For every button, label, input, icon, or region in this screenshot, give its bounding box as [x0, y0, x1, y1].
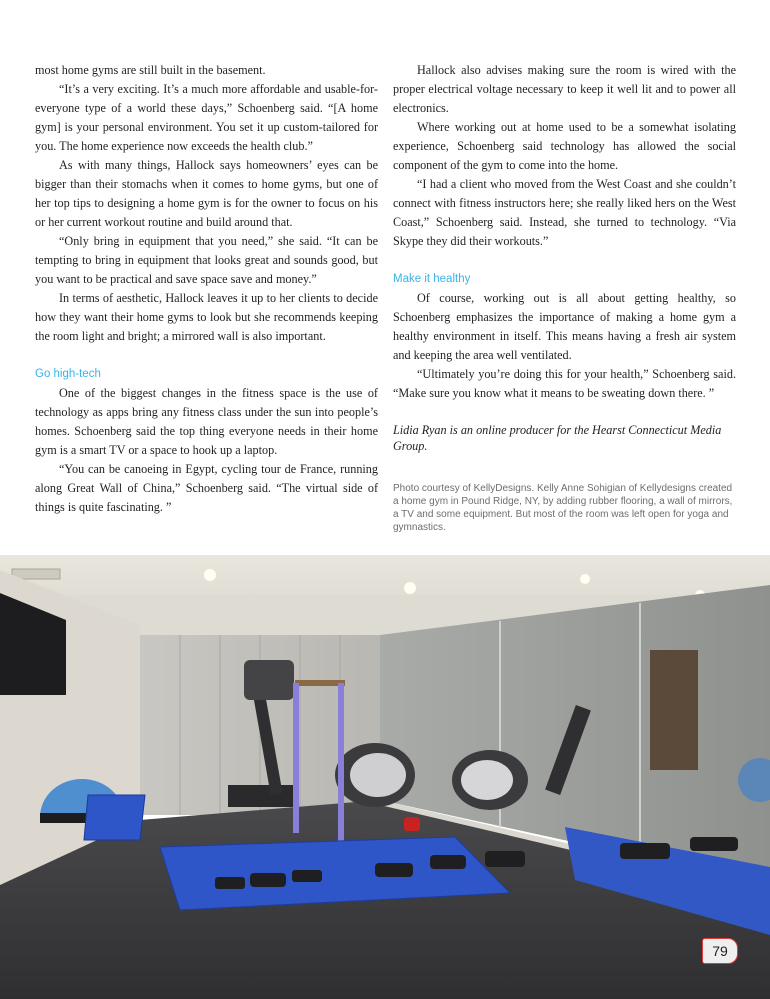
section-heading-make-it-healthy: Make it healthy [393, 273, 471, 285]
paragraph: “I had a client who moved from the West Coast and she couldn’t connect with fitness instructors here; she really liked hers on the West Coast,” Schoenberg said. Instead, she turned to technology. “Via Skype they did their workouts.” [393, 177, 736, 248]
paragraph: Of course, working out is all about getting healthy, so Schoenberg emphasizes the importance of making a home gym a healthy environment in itself. This means having a fresh air system and keeping the area well ventilated. [393, 291, 736, 362]
reflected-doorway [650, 650, 698, 770]
paragraph: One of the biggest changes in the fitness space is the use of technology as apps bring any fitness class under the sun into people’s homes. Schoenberg said the top thing everyone needs in their home gym is a smart TV or a space to hook up a laptop. [35, 386, 378, 457]
section-heading-go-high-tech: Go high-tech [35, 368, 101, 380]
left-column [35, 61, 378, 517]
air-vent [12, 569, 60, 579]
red-kettlebell [404, 817, 420, 831]
photo-caption: Photo courtesy of KellyDesigns. Kelly Anne Sohigian of Kellydesigns created a home gym in Pound Ridge, NY, by adding rubber flooring, a wall of mirrors, a TV and some equipment. But most of the room was left open for yoga and gymnastics. [393, 483, 733, 533]
folded-mat [84, 795, 145, 840]
ceiling-light [204, 569, 216, 581]
home-gym-photo [0, 555, 770, 999]
paragraph: “Only bring in equipment that you need,” she said. “It can be tempting to bring in equipment that looks great and sounds good, but you want to be practical and save space save and money.” [35, 234, 378, 286]
author-byline: Lidia Ryan is an online producer for the Hearst Connecticut Media Group. [393, 423, 722, 453]
paragraph: “It’s a very exciting. It’s a much more affordable and usable-for-everyone type of a world these days,” Schoenberg said. “[A home gym] is your personal environment. You set it up custom-tailored for you. The home experience now exceeds the health club.” [35, 82, 378, 153]
paragraph: In terms of aesthetic, Hallock leaves it up to her clients to decide how they want their home gyms to look but she recommends keeping the room light and bright; a mirrored wall is also important. [35, 291, 378, 343]
paragraph: “You can be canoeing in Egypt, cycling tour de France, running along Great Wall of China,” Schoenberg said. “The virtual side of things is quite fascinating. ” [35, 462, 378, 514]
paragraph: Hallock also advises making sure the room is wired with the proper electrical voltage necessary to keep it well lit and to power all electronics. [393, 63, 736, 115]
paragraph: As with many things, Hallock says homeowners’ eyes can be bigger than their stomachs when it comes to home gyms, but one of her top tips to designing a home gym is for the owner to focus on his or her current workout routine and build around that. [35, 158, 378, 229]
paragraph: most home gyms are still built in the basement. [35, 63, 266, 77]
paragraph: “Ultimately you’re doing this for your health,” Schoenberg said. “Make sure you know what it means to be sweating down there. ” [393, 367, 736, 400]
ceiling-light [580, 574, 590, 584]
page-number: 79 [702, 938, 738, 964]
ceiling-light [404, 582, 416, 594]
home-gym-illustration [0, 555, 770, 999]
right-column [393, 61, 736, 534]
paragraph: Where working out at home used to be a somewhat isolating experience, Schoenberg said technology has allowed the social component of the gym to come into the home. [393, 120, 736, 172]
